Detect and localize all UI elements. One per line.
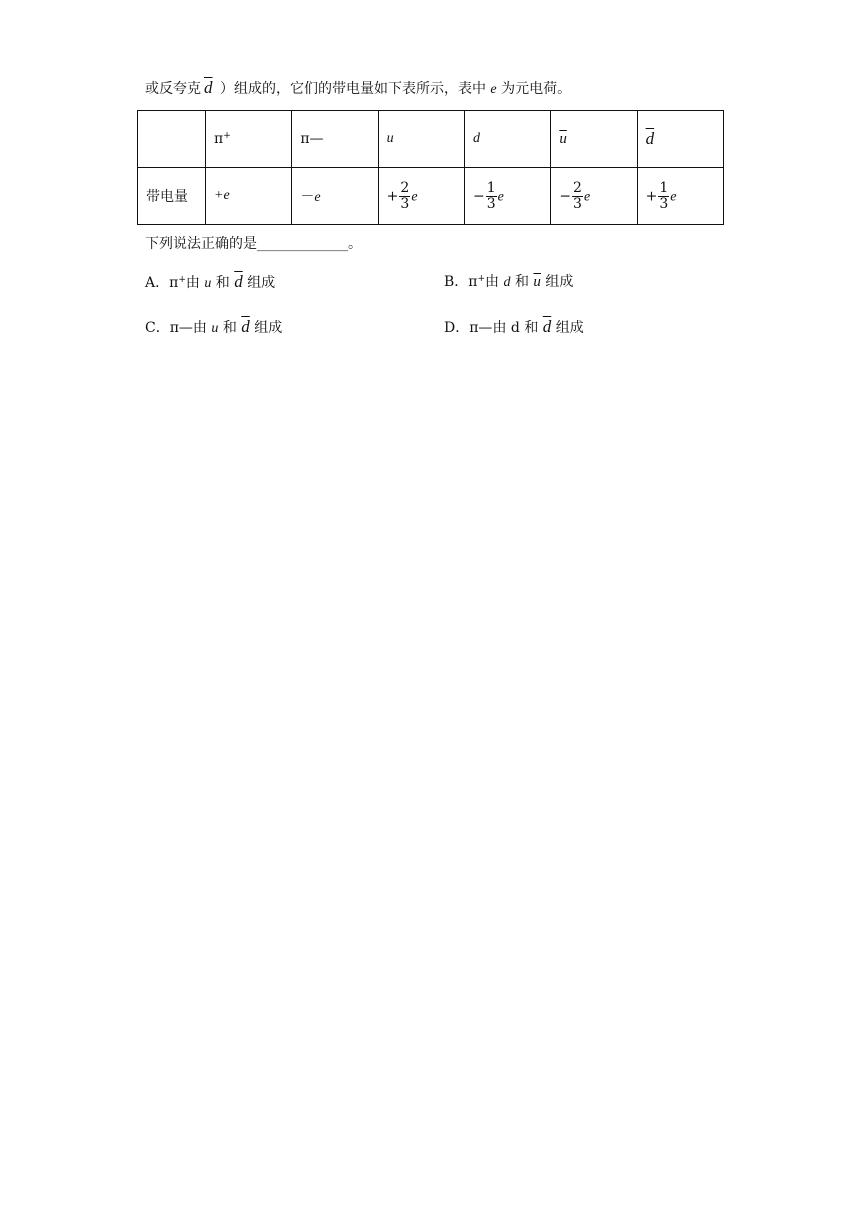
table-header-row xyxy=(138,111,724,168)
intro-text-2: ）组成的，它们的带电量如下表所示，表中 xyxy=(219,81,486,97)
header-cell-empty xyxy=(138,111,206,168)
option-c[interactable]: C．π—由 u 和 $\overline{d}$ 组成 xyxy=(145,317,283,336)
charge-e-symbol: e xyxy=(490,82,497,97)
anti-d-symbol: $\overline{d}$ xyxy=(204,78,213,97)
option-a[interactable]: A．π+由 u 和 $\overline{d}$ 组成 xyxy=(145,272,276,291)
charge-anti-d: + $\frac{1}{3}$ e xyxy=(637,168,723,225)
charge-pi-plus: +e xyxy=(206,168,292,225)
header-cell-d: d xyxy=(464,111,550,168)
row-label-charge: 带电量 xyxy=(138,168,206,225)
option-d[interactable]: D．π—由 d 和 $\overline{d}$ 组成 xyxy=(444,317,584,336)
header-cell-pi-minus: π— xyxy=(292,111,378,168)
question-end: 。 xyxy=(348,236,362,252)
answer-blank[interactable]: _____________ xyxy=(257,236,348,252)
charge-table xyxy=(137,110,724,225)
intro-text-3: 为元电荷。 xyxy=(501,81,572,97)
charge-pi-minus: －e xyxy=(292,168,378,225)
option-b[interactable]: B．π+由 d 和 $\overline{u}$ 组成 xyxy=(444,274,574,290)
question-text: 下列说法正确的是 xyxy=(145,236,257,252)
charge-anti-u: − $\frac{2}{3}$ e xyxy=(551,168,637,225)
header-cell-pi-plus: π+ xyxy=(206,111,292,168)
table-row xyxy=(138,168,724,225)
header-cell-u: u xyxy=(378,111,464,168)
intro-line xyxy=(145,78,571,100)
intro-text-1: 或反夸克 xyxy=(145,81,201,97)
header-cell-anti-d: $\overline{d}$ xyxy=(637,111,723,168)
question-line xyxy=(145,234,362,254)
charge-u: + $\frac{2}{3}$ e xyxy=(378,168,464,225)
charge-d: − $\frac{1}{3}$ e xyxy=(464,168,550,225)
header-cell-anti-u: $\overline{u}$ xyxy=(551,111,637,168)
